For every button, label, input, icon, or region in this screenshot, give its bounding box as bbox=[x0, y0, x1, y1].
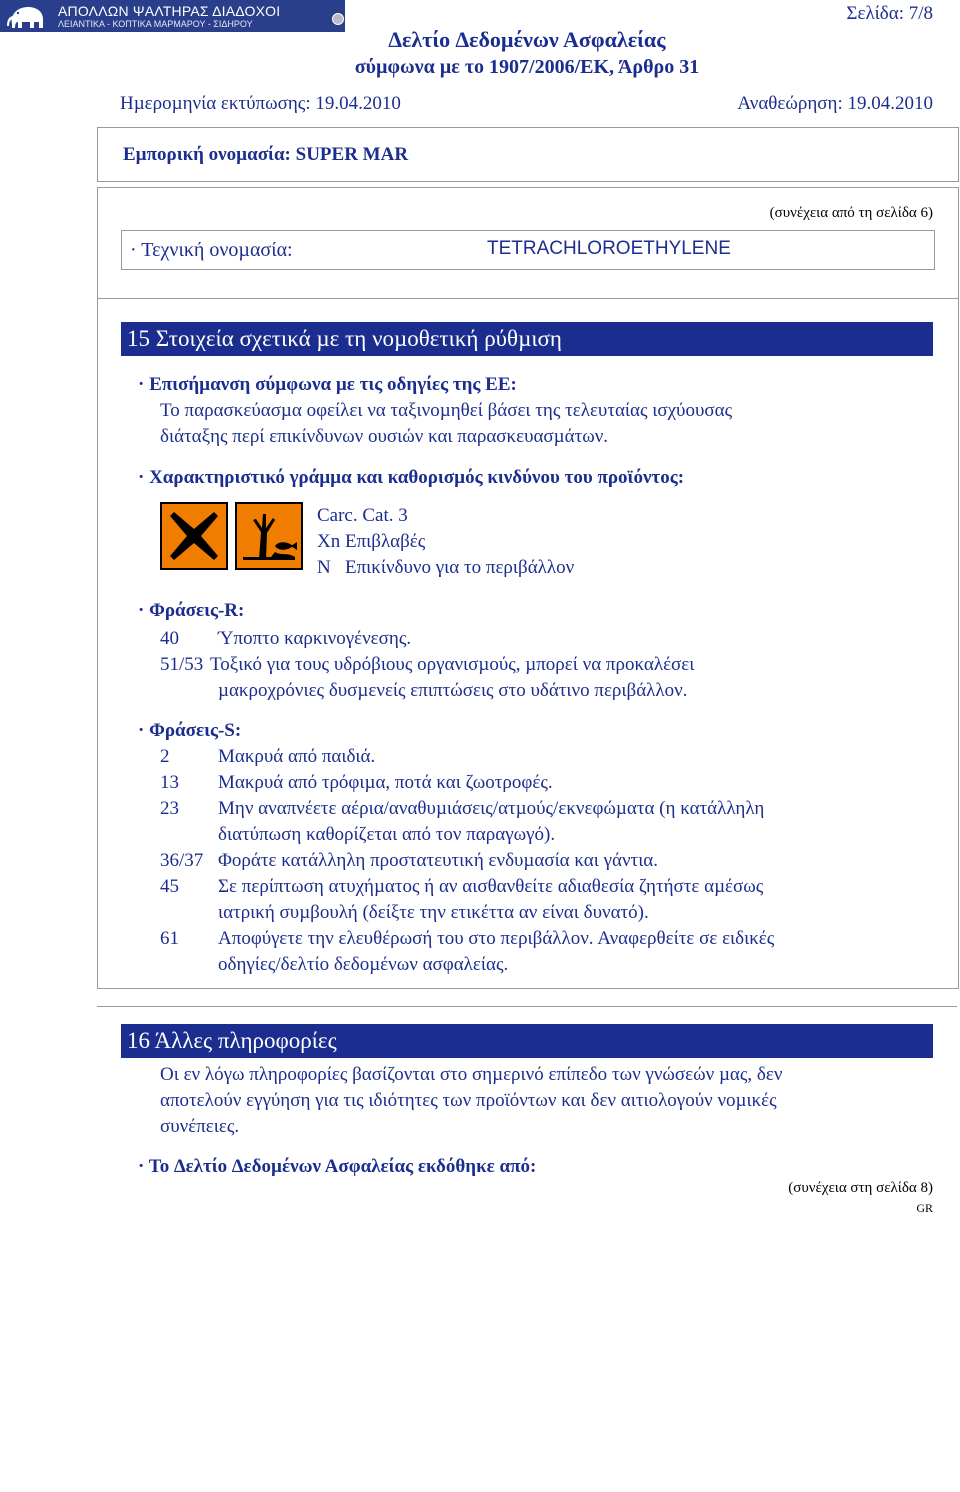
r-phrase-number: 40 bbox=[160, 628, 179, 649]
page-number: Σελίδα: 7/8 bbox=[846, 3, 933, 24]
section-divider bbox=[97, 298, 959, 299]
s-phrase-text: Φοράτε κατάλληλη προστατευτική ενδυµασία και γάντια. bbox=[218, 850, 659, 871]
s-phrase-text: Αποφύγετε την ελευθέρωσή του στο περιβάλλον. Αναφερθείτε σε ειδικές bbox=[218, 928, 775, 949]
technical-name-label: · Τεχνική ονοµασία: bbox=[130, 239, 293, 261]
info-line: συνέπειες. bbox=[160, 1116, 240, 1137]
s-phrase-number: 13 bbox=[160, 772, 179, 793]
section-15-heading: 15 Στοιχεία σχετικά µε τη νοµοθετική ρύθµιση bbox=[121, 322, 933, 356]
document-title: ∆ελτίο ∆εδοµένων Ασφαλείας bbox=[388, 27, 666, 52]
r-phrase-number: 51/53 bbox=[160, 654, 204, 675]
logo-dot-icon bbox=[332, 13, 344, 25]
hazard-line: Xn Επιβλαβές bbox=[317, 531, 426, 552]
s-phrase-text: ιατρική συµβουλή (δείξτε την ετικέττα αν είναι δυνατό). bbox=[218, 902, 649, 923]
r-phrase-text: Ύποπτο καρκινογένεσης. bbox=[218, 628, 412, 649]
technical-name-value: TETRACHLOROETHYLENE bbox=[487, 238, 731, 259]
info-line: αποτελούν εγγύηση για τις ιδιότητες των προϊόντων και δεν αιτιολογούν νοµικές bbox=[160, 1090, 777, 1111]
environment-hazard-icon bbox=[235, 502, 303, 570]
s-phrase-number: 23 bbox=[160, 798, 179, 819]
s-phrase-number: 36/37 bbox=[160, 850, 204, 871]
trade-name: Εµπορική ονοµασία: SUPER MAR bbox=[123, 144, 409, 165]
r-phrase-text: Τοξικό για τους υδρόβιους οργανισµούς, µπορεί να προκαλέσει bbox=[210, 654, 695, 675]
s-phrase-number: 61 bbox=[160, 928, 179, 949]
hazard-line: Carc. Cat. 3 bbox=[317, 505, 408, 526]
hazard-line: N Επικίνδυνο για το περιβάλλον bbox=[317, 557, 575, 578]
s-phrase-text: διατύπωση καθορίζεται από τον παραγωγό). bbox=[218, 824, 556, 845]
r-phrase-text: µακροχρόνιες δυσµενείς επιπτώσεις στο υδάτινο περιβάλλον. bbox=[218, 680, 688, 701]
eu-labeling-line: Το παρασκεύασµα οφείλει να ταξινοµηθεί βάσει της τελευταίας ισχύουσας bbox=[160, 400, 733, 421]
language-code: GR bbox=[916, 1201, 933, 1215]
hazard-symbol-label: · Χαρακτηριστικό γράµµα και καθορισµός κινδύνου του προϊόντος: bbox=[138, 467, 685, 488]
print-date: Ηµεροµηνία εκτύπωσης: 19.04.2010 bbox=[120, 93, 401, 114]
r-phrases-label: · Φράσεις-R: bbox=[138, 600, 245, 621]
s-phrase-text: Σε περίπτωση ατυχήµατος ή αν αισθανθείτε αδιαθεσία ζητήστε αµέσως bbox=[218, 876, 764, 897]
eu-labeling-label: · Επισήµανση σύµφωνα µε τις οδηγίες της ΕΕ: bbox=[138, 374, 517, 395]
s-phrase-text: Μην αναπνέετε αέρια/αναθυµιάσεις/ατµούς/εκνεφώµατα (η κατάλληλη bbox=[218, 798, 765, 819]
document-subtitle: σύµφωνα µε το 1907/2006/ΕΚ, Άρθρο 31 bbox=[354, 56, 700, 78]
s-phrase-number: 2 bbox=[160, 746, 170, 767]
s-phrase-text: οδηγίες/δελτίο δεδοµένων ασφαλείας. bbox=[218, 954, 509, 975]
issued-by-label: · Το ∆ελτίο ∆εδοµένων Ασφαλείας εκδόθηκε από: bbox=[138, 1156, 537, 1177]
harmful-x-icon bbox=[160, 502, 228, 570]
logo-subtitle: ΛΕΙΑΝΤΙΚΑ - ΚΟΠΤΙΚΑ ΜΑΡΜΑΡΟΥ - ΣΙΔΗΡΟΥ bbox=[58, 19, 253, 29]
s-phrases-label: · Φράσεις-S: bbox=[138, 720, 242, 741]
continued-to-note: (συνέχεια στη σελίδα 8) bbox=[788, 1180, 933, 1196]
revision-date: Αναθεώρηση: 19.04.2010 bbox=[737, 93, 933, 114]
s-phrase-number: 45 bbox=[160, 876, 179, 897]
s-phrase-text: Μακρυά από τρόφιµα, ποτά και ζωοτροφές. bbox=[218, 772, 553, 793]
eu-labeling-line: διάταξης περί επικίνδυνων ουσιών και παρασκευασµάτων. bbox=[160, 426, 609, 447]
elephant-logo-icon bbox=[4, 2, 50, 30]
continued-from-note: (συνέχεια από τη σελίδα 6) bbox=[769, 205, 933, 221]
s-phrase-text: Μακρυά από παιδιά. bbox=[218, 746, 376, 767]
section-16-heading: 16 Άλλες πληροφορίες bbox=[121, 1024, 933, 1058]
info-line: Οι εν λόγω πληροφορίες βασίζονται στο σηµερινό επίπεδο των γνώσεών µας, δεν bbox=[160, 1064, 783, 1085]
logo-title: ΑΠΟΛΛΩΝ ΨΑΛΤΗΡΑΣ ΔΙΑΔΟΧΟΙ bbox=[58, 3, 281, 19]
